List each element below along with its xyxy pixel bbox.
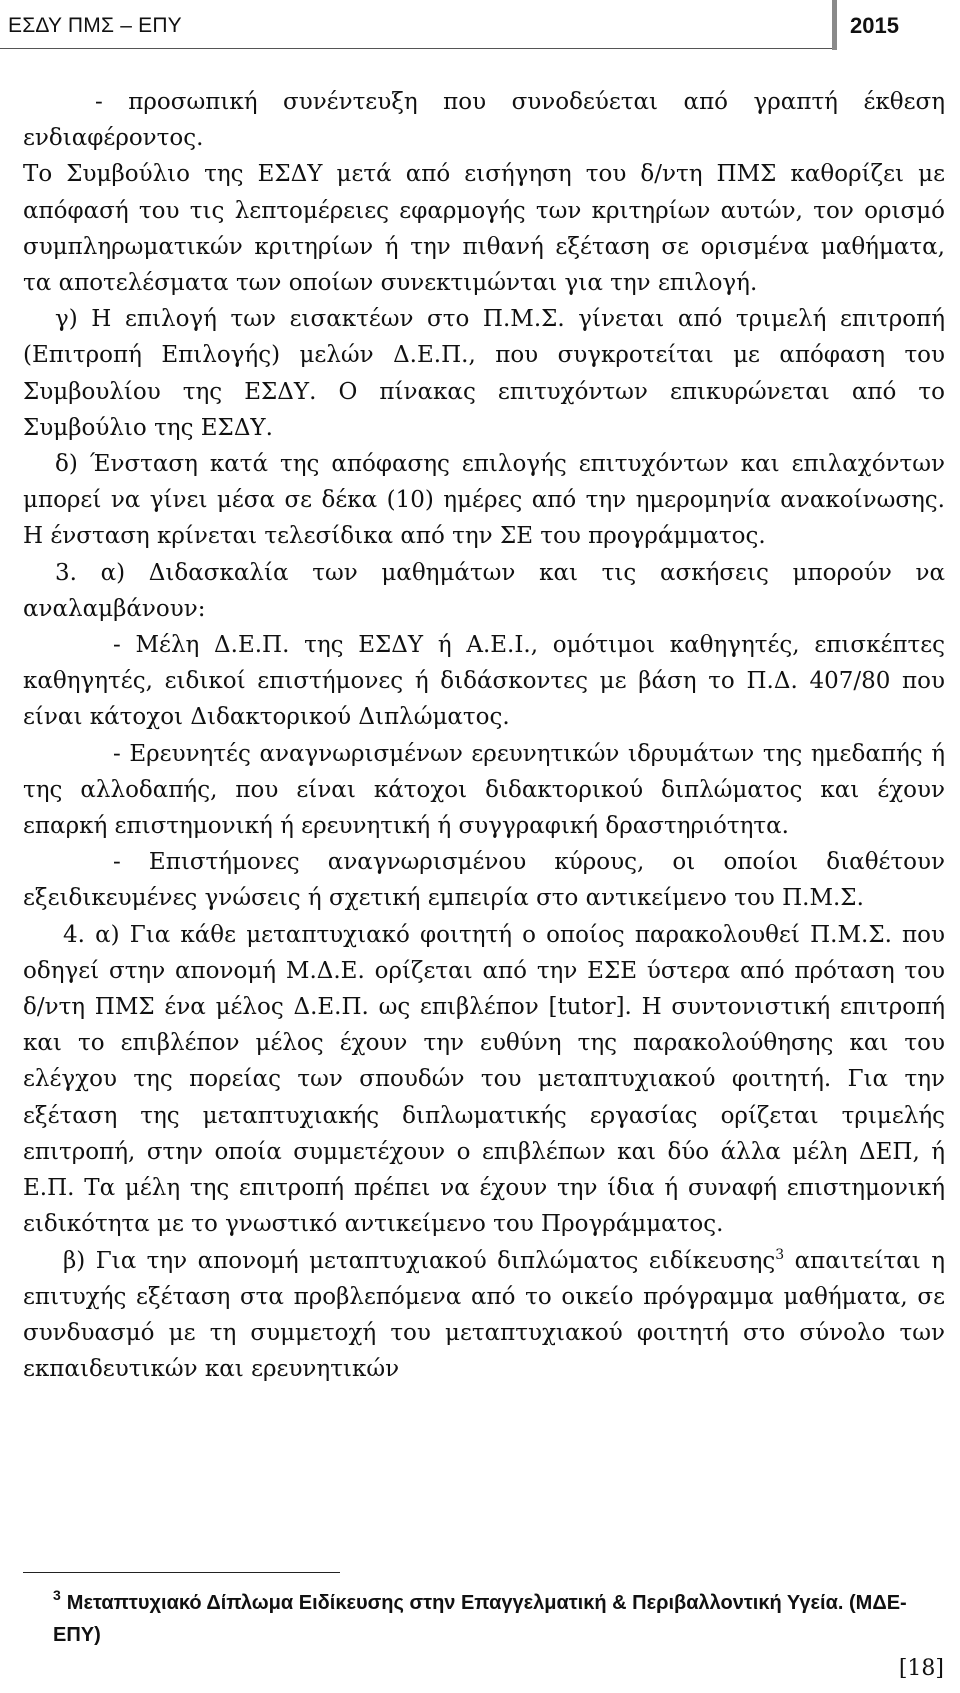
header-year: 2015 (850, 13, 899, 38)
header-title: ΕΣΔΥ ΠΜΣ – ΕΠΥ (8, 14, 182, 37)
footnote-text: Μεταπτυχιακό Δίπλωμα Ειδίκευσης στην Επαγγελματική & Περιβαλλοντική Υγεία. (ΜΔΕ-ΕΠΥ) (53, 1592, 907, 1646)
paragraph: γ) Η επιλογή των εισακτέων στο Π.Μ.Σ. γίνεται από τριμελή επιτροπή (Επιτροπή Επιλογής) μελών Δ.Ε.Π., που συγκροτείται με απόφαση του Συμβουλίου της ΕΣΔΥ. Ο πίνακας επιτυχόντων επικυρώνεται από το Συμβούλιο της ΕΣΔΥ. (23, 306, 945, 441)
paragraph: - Ερευνητές αναγνωρισμένων ερευνητικών ιδρυμάτων της ημεδαπής ή της αλλοδαπής, που είναι κάτοχοι διδακτορικού διπλώματος και έχουν επαρκή επιστημονική ή ερευνητική ή συγγραφική δραστηριότητα. (23, 740, 945, 840)
paragraph (23, 1243, 945, 1388)
paragraph: - προσωπική συνέντευξη που συνοδεύεται από γραπτή έκθεση ενδιαφέροντος. (23, 89, 945, 152)
page-header (0, 0, 960, 56)
paragraph: δ) Ένσταση κατά της απόφασης επιλογής επιτυχόντων και επιλαχόντων μπορεί να γίνει μέσα σε δέκα (10) ημέρες από την ημερομηνία ανακοίνωσης. Η ένσταση κρίνεται τελεσίδικα από την ΣΕ του προγράμματος. (23, 451, 945, 550)
footnote-reference[interactable]: 3 (775, 1246, 785, 1263)
paragraph: Το Συμβούλιο της ΕΣΔΥ μετά από εισήγηση του δ/ντη ΠΜΣ καθορίζει με απόφασή του τις λεπτομέρειες εφαρμογής των κριτηρίων αυτών, τον ορισμό συμπληρωματικών κριτηρίων ή την πιθανή εξέταση σε ορισμένα μαθήματα, τα αποτελέσματα των οποίων συνεκτιμώνται για την επιλογή. (23, 161, 945, 297)
page-number: [18] (898, 1656, 944, 1681)
paragraph: - Επιστήμονες αναγνωρισμένου κύρους, οι οποίοι διαθέτουν εξειδικευμένες γνώσεις ή σχετική εμπειρία στο αντικείμενο του Π.Μ.Σ. (23, 849, 945, 912)
footnote (53, 1587, 933, 1651)
footnote-separator (23, 1572, 340, 1573)
header-rule (0, 48, 836, 49)
paragraph-text: β) Για την απονομή μεταπτυχιακού διπλώματος ειδίκευσης (63, 1247, 776, 1274)
paragraph: 3. α) Διδασκαλία των μαθημάτων και τις ασκήσεις μπορούν να αναλαμβάνουν: (23, 559, 945, 622)
paragraph-text: απαιτείται η επιτυχής εξέταση στα προβλεπόμενα από το οικείο πρόγραμμα μαθήματα, σε συνδυασμό με τη συμμετοχή του μεταπτυχιακού φοιτητή στο σύνολο των εκπαιδευτικών και ερευνητικών (23, 1247, 945, 1383)
paragraph: - Μέλη Δ.Ε.Π. της ΕΣΔΥ ή Α.Ε.Ι., ομότιμοι καθηγητές, επισκέπτες καθηγητές, ειδικοί επιστήμονες ή διδάσκοντες με βάση το Π.Δ. 407/80 που είναι κάτοχοι Διδακτορικού Διπλώματος. (23, 632, 945, 731)
header-divider (832, 0, 837, 50)
document-body (23, 84, 945, 1387)
footnote-number: 3 (53, 1587, 61, 1603)
paragraph: 4. α) Για κάθε μεταπτυχιακό φοιτητή ο οποίος παρακολουθεί Π.Μ.Σ. που οδηγεί στην απονομή Μ.Δ.Ε. ορίζεται από την ΕΣΕ ύστερα από πρόταση του δ/ντη ΠΜΣ ένα μέλος Δ.Ε.Π. ως επιβλέπον [tutor]. Η συντονιστική επιτροπή και το επιβλέπον μέλος έχουν την ευθύνη της παρακολούθησης και του ελέγχου της πορείας των σπουδών του μεταπτυχιακού φοιτητή. Για την εξέταση της μεταπτυχιακής διπλωματικής εργασίας ορίζεται τριμελής επιτροπή, στην οποία συμμετέχουν ο επιβλέπων και δύο άλλα μέλη ΔΕΠ, ή Ε.Π. Τα μέλη της επιτροπή πρέπει να έχουν την ίδια ή συναφή επιστημονική ειδικότητα με το γνωστικό αντικείμενο του Προγράμματος. (23, 921, 945, 1238)
